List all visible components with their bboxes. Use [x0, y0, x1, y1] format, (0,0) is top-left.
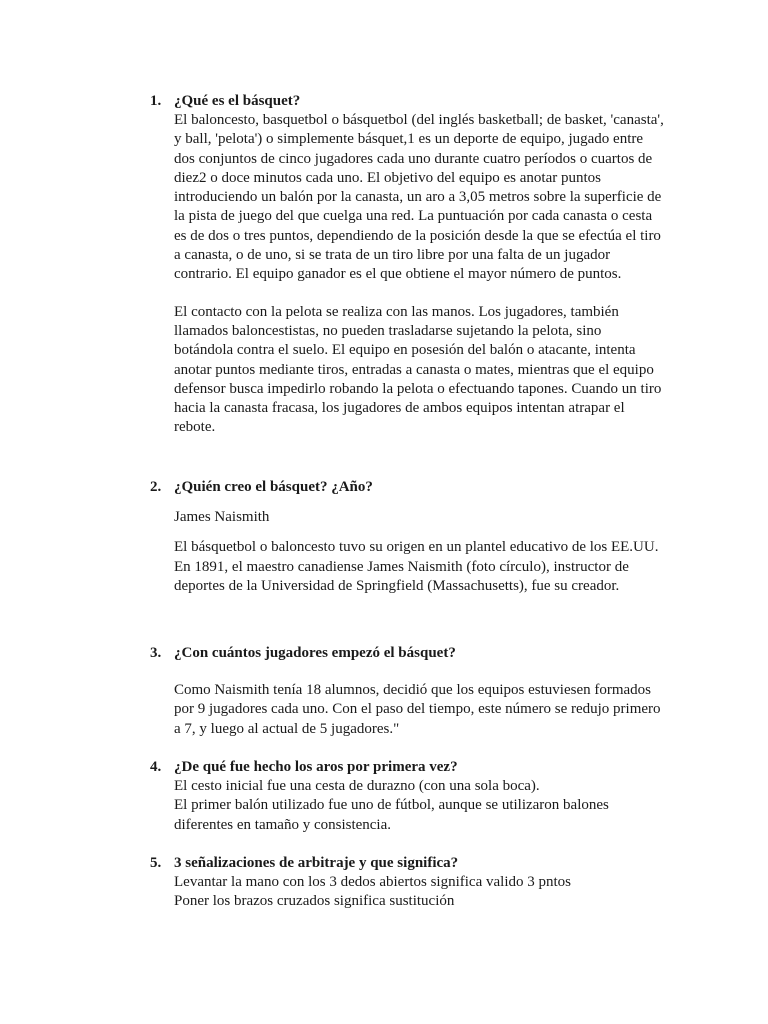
answer-paragraph: Poner los brazos cruzados significa sustitución [174, 893, 455, 910]
item-body [174, 478, 664, 596]
answer-paragraph: Como Naismith tenía 18 alumnos, decidió que los equipos estuviesen formados por 9 jugadores cada uno. Con el paso del tiempo, este número se redujo primero a 7, y luego al actual de 5 jugadores." [174, 682, 661, 737]
answer-paragraph: El primer balón utilizado fue uno de fútbol, aunque se utilizaron balones diferentes en tamaño y consistencia. [174, 797, 609, 833]
list-item-4 [150, 758, 670, 838]
question-heading: ¿De qué fue hecho los aros por primera vez? [174, 759, 458, 775]
item-number: 1. [150, 93, 162, 109]
answer-paragraph: Levantar la mano con los 3 dedos abiertos significa valido 3 pntos [174, 874, 571, 890]
answer-paragraph: El contacto con la pelota se realiza con las manos. Los jugadores, también llamados baloncestistas, no pueden trasladarse sujetando la pelota, sino botándola contra el suelo. El equipo en posesión del balón o atacante, intenta anotar puntos mediante tiros, entradas a canasta o mates, mientras que el equipo defensor busca impedirlo robando la pelota o efectuando tapones. Cuando un tiro hacia la canasta fracasa, los jugadores de ambos equipos intentan atrapar el rebote. [174, 303, 662, 436]
list-item-3 [150, 644, 670, 744]
question-heading: ¿Qué es el básquet? [174, 93, 301, 109]
answer-paragraph: El básquetbol o baloncesto tuvo su origen en un plantel educativo de los EE.UU. En 1891, el maestro canadiense James Naismith (foto círculo), instructor de deportes de la Universidad de Springfield (Massachusetts), fue su creador. [174, 539, 659, 594]
item-body [174, 92, 664, 438]
item-number: 2. [150, 479, 162, 495]
item-body [174, 644, 664, 739]
list-item-2 [150, 478, 670, 618]
list-item-5 [150, 854, 670, 914]
question-heading: 3 señalizaciones de arbitraje y que significa? [174, 855, 459, 871]
item-number: 4. [150, 759, 162, 775]
item-number: 5. [150, 855, 162, 871]
item-body [174, 854, 664, 912]
answer-paragraph: James Naismith [174, 509, 270, 525]
item-number: 3. [150, 645, 162, 661]
answer-paragraph: El cesto inicial fue una cesta de durazno (con una sola boca). [174, 778, 540, 794]
answer-paragraph: El baloncesto, basquetbol o básquetbol (del inglés basketball; de basket, 'canasta', y ball, 'pelota') o simplemente básquet,1 es un deporte de equipo, jugado entre dos conjuntos de cinco jugadores cada uno durante cuatro períodos o cuartos de diez2 o doce minutos cada uno. El objetivo del equipo es anotar puntos introduciendo un balón por la canasta, un aro a 3,05 metros sobre la superficie de la pista de juego del que cuelga una red. La puntuación por cada canasta o cesta es de dos o tres puntos, dependiendo de la posición desde la que se efectúa el tiro a canasta, o de uno, si se trata de un tiro libre por una falta de un jugador contrario. El equipo ganador es el que obtiene el mayor número de puntos. [174, 112, 664, 283]
question-heading: ¿Con cuántos jugadores empezó el básquet? [174, 645, 456, 661]
question-heading: ¿Quién creo el básquet? ¿Año? [174, 479, 373, 495]
item-body [174, 758, 664, 835]
list-item-1 [150, 92, 670, 462]
